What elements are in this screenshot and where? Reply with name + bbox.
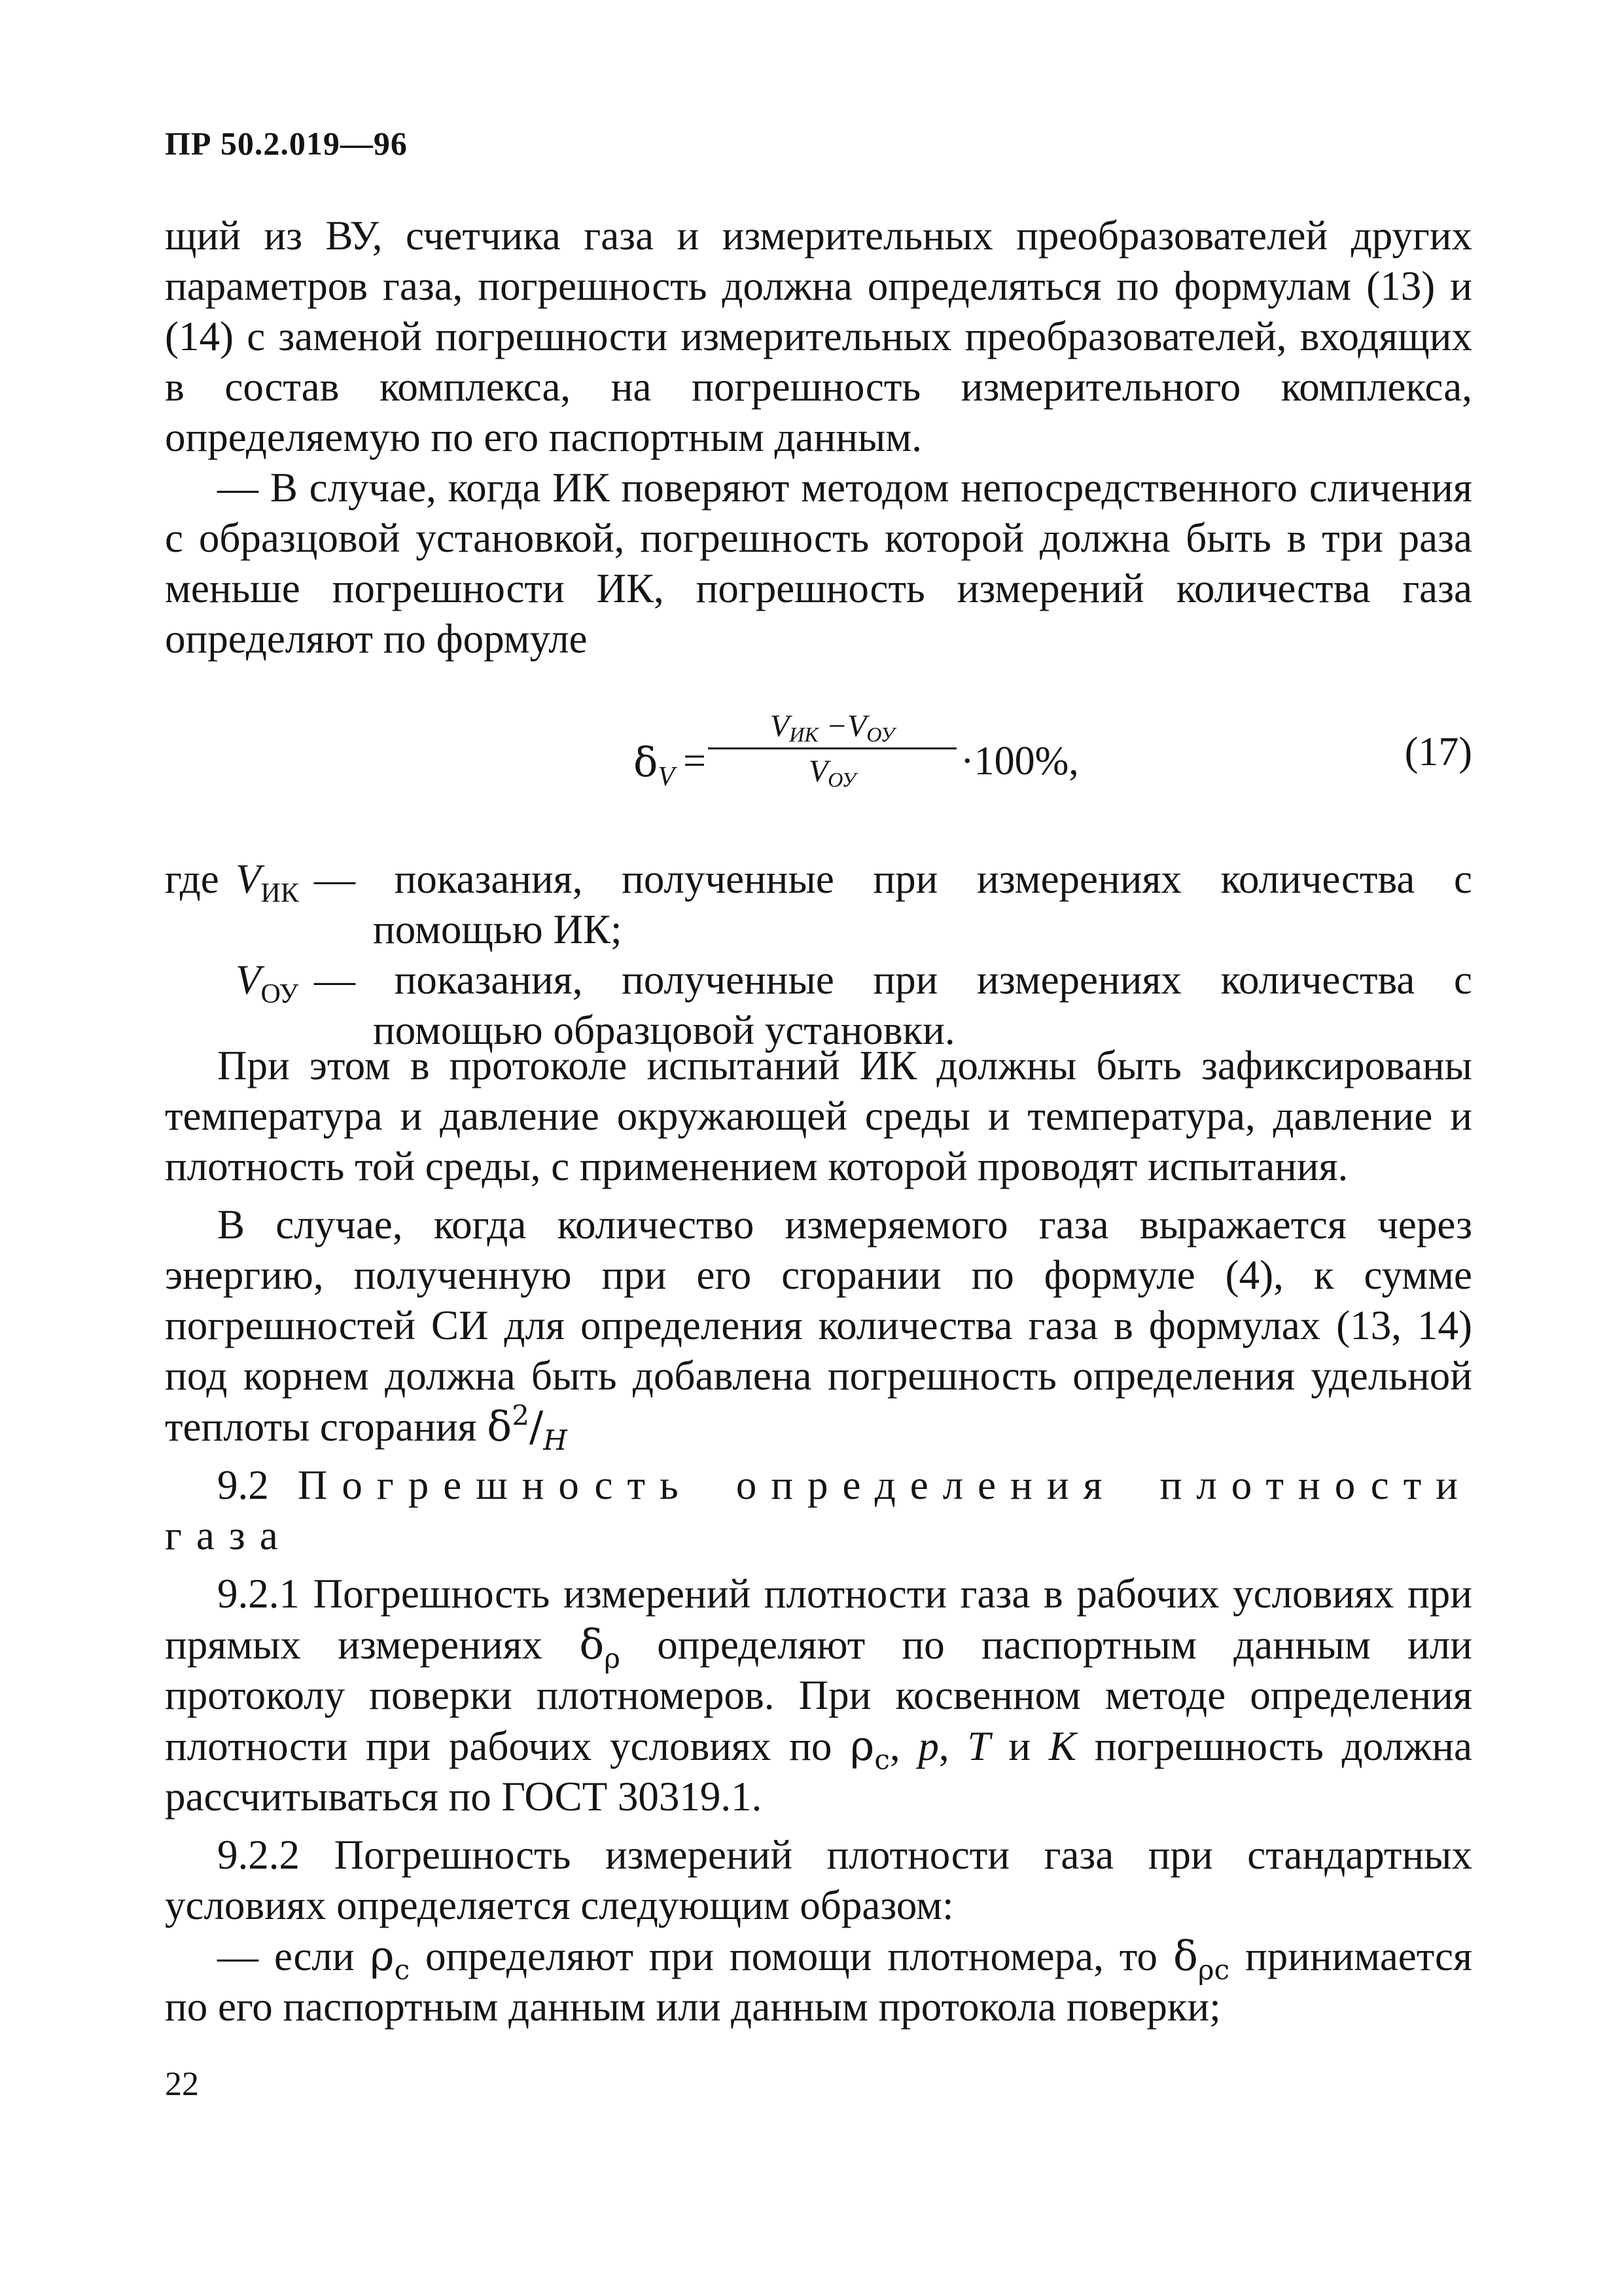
t-symbol: T — [967, 1723, 991, 1769]
formula-lhs: $\delta_V$ — [633, 738, 675, 792]
definition-text-vik: — показания, полученные при измерениях количества с помощью ИК; — [314, 856, 1472, 952]
section-number: 9.2 — [217, 1462, 269, 1508]
formula-fraction — [708, 707, 957, 791]
formula-denominator: $V_{ОУ}$ — [808, 754, 856, 791]
intro-paragraph: щий из ВУ, счетчика газа и измерительных преобразователей других параметров газа, погрешность должна определяться по формулам (13) и (14) с заменой погрешности измерительных преобразователей, входящих в состав комплекса, на погрешность измерительного комплекса, определяемую по его паспортным данным. — [165, 213, 1472, 460]
p-symbol: p — [918, 1723, 939, 1769]
fraction-bar — [708, 747, 957, 749]
page-number: 22 — [165, 2066, 199, 2103]
paragraph-9-2-1: 9.2.1 Погрешность измерений плотности газа в рабочих условиях при прямых измерениях $\delta_\rho$ определяют по паспортным данным или протоколу поверки плотномеров. При косвенном методе определения плотности при рабочих условиях по $\rho_с$, p, T и K погрешность должна рассчитываться по ГОСТ 30319.1. — [165, 1571, 1473, 1820]
paragraph-9-2-2: 9.2.2 Погрешность измерений плотности газа при стандартных условиях определяется следующим образом: — [165, 1832, 1472, 1928]
definitions-lead: где — [165, 856, 219, 902]
formula-number: (17) — [1404, 730, 1472, 774]
rho-c-symbol-2: $\rho_с$ — [370, 1932, 410, 1986]
k-symbol: K — [1048, 1723, 1076, 1769]
formula-numerator: $V_{ИК} -V_{ОУ}$ — [769, 709, 895, 746]
section-title: Погрешность определения плотности газа — [165, 1462, 1472, 1558]
delta-rho-c-symbol: $\delta_{\rho с}$ — [1173, 1932, 1230, 1986]
formula-equals: = — [683, 739, 706, 783]
case-ik-paragraph: — В случае, когда ИК поверяют методом непосредственного сличения с образцовой установкой, погрешность которой должна быть в три раза меньше погрешности ИК, погрешность измерений количества газа определяют по формуле — [165, 465, 1472, 662]
text-block-top — [165, 211, 1472, 664]
formula-17 — [165, 707, 1472, 818]
definition-row-vik — [165, 854, 1472, 955]
text-block-middle — [165, 1041, 1472, 2032]
rho-c-symbol: $\rho_с$ — [850, 1722, 890, 1776]
paragraph-dash-density: — если $\rho_с$ определяют при помощи плотномера, то $\delta_{\rho с}$ принимается по его паспортным данным или данным протокола поверки; — [165, 1932, 1472, 2030]
energy-delta-symbol: $\delta^2/_H$ — [487, 1399, 567, 1456]
formula-factor: ·100%, — [961, 739, 1079, 783]
document-code-header: ПР 50.2.019—96 — [165, 125, 408, 162]
section-9-2-heading — [165, 1460, 1472, 1561]
definitions-block — [165, 854, 1472, 1056]
definition-symbol-vou: $V_{ОУ}$ — [236, 957, 299, 1009]
definition-symbol-vik: $V_{ИК}$ — [236, 856, 299, 908]
energy-paragraph: В случае, когда количество измеряемого газа выражается через энергию, полученную при его сгорании по формуле (4), к сумме погрешностей СИ для определения количества газа в формулах (13, 14) под корнем должна быть добавлена погрешность определения удельной теплоты сгорания $\delta^2/_H$ — [165, 1202, 1472, 1456]
definition-text-vou: — показания, полученные при измерениях количества с помощью образцовой установки. — [314, 957, 1472, 1053]
delta-rho-symbol: $\delta_\rho$ — [579, 1621, 620, 1674]
protocol-paragraph: При этом в протоколе испытаний ИК должны быть зафиксированы температура и давление окружающей среды и температура, давление и плотность той среды, с применением которой проводят испытания. — [165, 1043, 1472, 1189]
